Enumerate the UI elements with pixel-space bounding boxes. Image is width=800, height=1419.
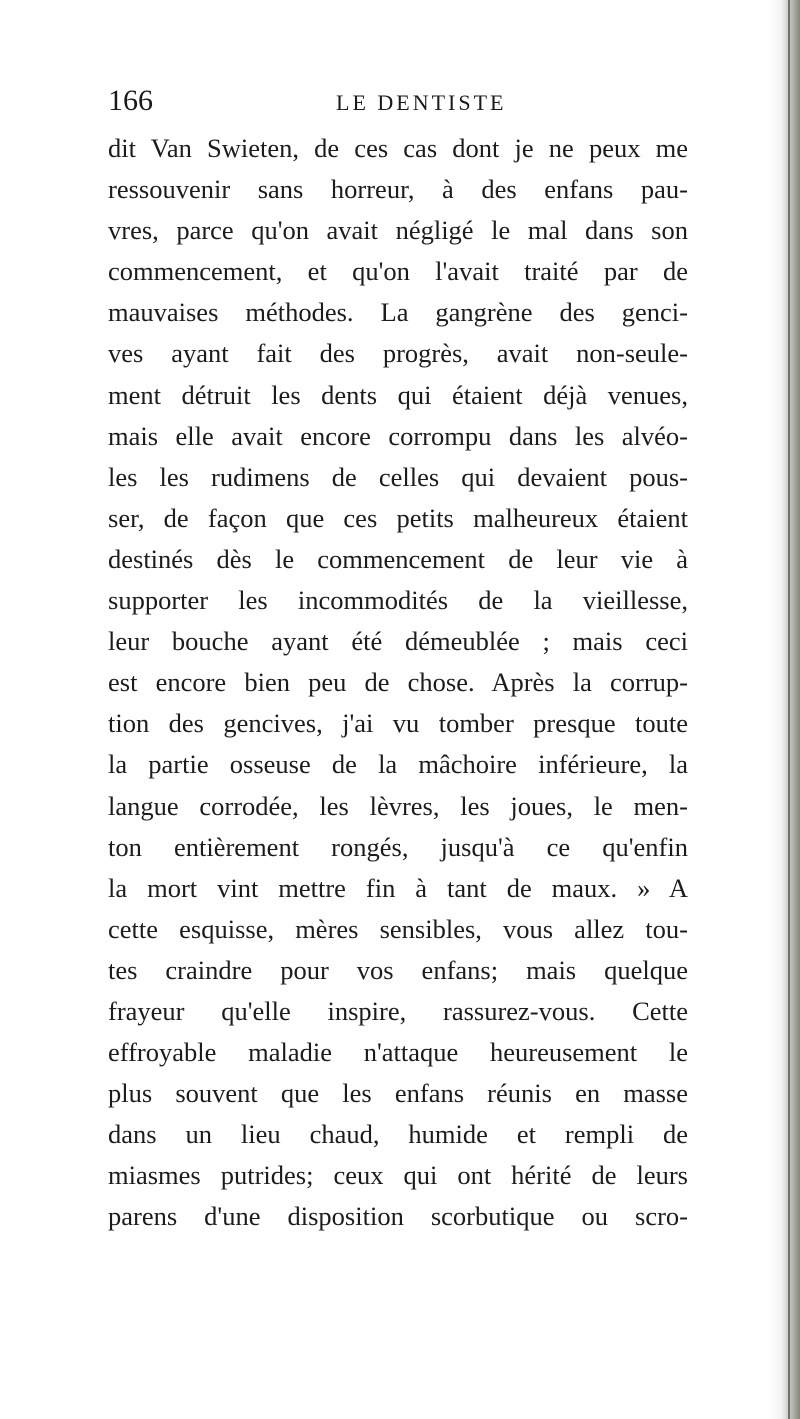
text-line: ves ayant fait des progrès, avait non-seule-: [108, 338, 688, 369]
text-line: effroyable maladie n'attaque heureusement le: [108, 1037, 688, 1068]
text-line: dans un lieu chaud, humide et rempli de: [108, 1119, 688, 1150]
text-line: commencement, et qu'on l'avait traité par de: [108, 256, 688, 287]
text-line: destinés dès le commencement de leur vie à: [108, 543, 688, 574]
text-line: dit Van Swieten, de ces cas dont je ne peux me: [108, 133, 688, 163]
binding-edge-shadow: [770, 0, 800, 1419]
text-line: est encore bien peu de chose. Après la corrup-: [108, 667, 688, 698]
page-header: [108, 84, 668, 124]
text-line: plus souvent que les enfans réunis en masse: [108, 1078, 688, 1109]
text-line: leur bouche ayant été démeublée ; mais ceci: [108, 626, 688, 657]
text-line: les les rudimens de celles qui devaient pous-: [108, 461, 688, 492]
text-line: miasmes putrides; ceux qui ont hérité de leurs: [108, 1160, 688, 1191]
text-line: ton entièrement rongés, jusqu'à ce qu'enfin: [108, 831, 688, 862]
running-head: LE DENTISTE: [336, 90, 507, 115]
text-line: mais elle avait encore corrompu dans les alvéo-: [108, 420, 688, 451]
text-line: la partie osseuse de la mâchoire inférieure, la: [108, 749, 688, 780]
text-line: langue corrodée, les lèvres, les joues, le men-: [108, 790, 688, 821]
body-text: [108, 128, 688, 1238]
text-line: mauvaises méthodes. La gangrène des genci-: [108, 297, 688, 328]
text-line: ser, de façon que ces petits malheureux étaient: [108, 502, 688, 533]
text-line: parens d'une disposition scorbutique ou scro-: [108, 1201, 688, 1232]
page-number: 166: [108, 84, 153, 117]
binding-line: [788, 0, 790, 1419]
text-line: tion des gencives, j'ai vu tomber presque toute: [108, 708, 688, 739]
text-line: ment détruit les dents qui étaient déjà venues,: [108, 379, 688, 410]
text-line: frayeur qu'elle inspire, rassurez-vous. Cette: [108, 995, 688, 1026]
text-line: la mort vint mettre fin à tant de maux. » A: [108, 872, 688, 903]
text-line: tes craindre pour vos enfans; mais quelque: [108, 954, 688, 985]
text-line: vres, parce qu'on avait négligé le mal dans son: [108, 215, 688, 246]
text-line: ressouvenir sans horreur, à des enfans pau-: [108, 174, 688, 205]
text-line: cette esquisse, mères sensibles, vous allez tou-: [108, 913, 688, 944]
text-line: supporter les incommodités de la vieillesse,: [108, 585, 688, 616]
